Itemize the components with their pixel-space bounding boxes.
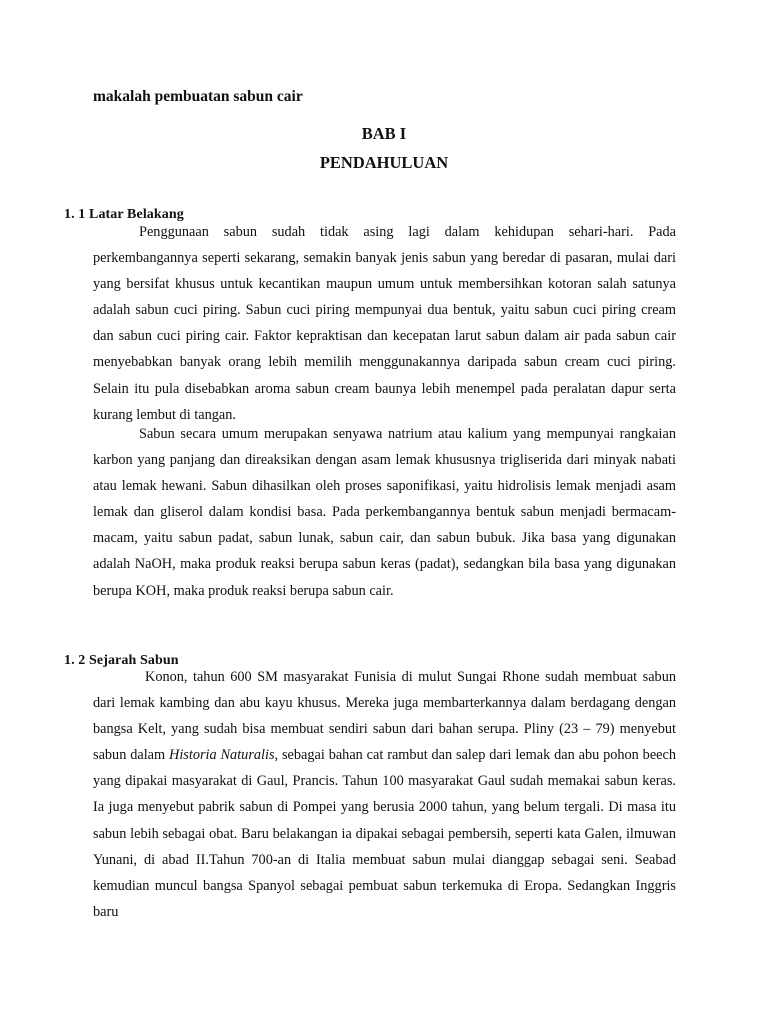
section-heading-latar-belakang: 1. 1 Latar Belakang bbox=[64, 207, 184, 222]
paragraph-text-after: , sebagai bahan cat rambut dan salep dari lemak dan abu pohon beech yang dipakai masyarakat di Gaul, Prancis. Tahun 100 masyarakat Gaul sudah memakai sabun keras. Ia juga menyebut pabrik sabun di Pompei yang berusia 2000 tahun, yang belum tergali. Di masa itu sabun lebih sebagai obat. Baru belakangan ia dipakai sebagai pembersih, seperti kata Galen, ilmuwan Yunani, di abad II.Tahun 700-an di Italia membuat sabun mulai dianggap sebagai seni. Seabad kemudian muncul bangsa Spanyol sebagai pembuat sabun terkemuka di Eropa. Sedangkan Inggris baru bbox=[93, 747, 677, 920]
book-title-historia-naturalis: Historia Naturalis bbox=[169, 747, 275, 764]
chapter-title: PENDAHULUAN bbox=[319, 153, 449, 172]
paragraph-penggunaan-sabun: Penggunaan sabun sudah tidak asing lagi dalam kehidupan sehari-hari. Pada perkembangannya seperti sekarang, semakin banyak jenis sabun yang beredar di pasaran, mulai dari yang bersifat khusus untuk kecantikan maupun umum untuk membersihkan kotoran salah satunya adalah sabun cuci piring. Sabun cuci piring mempunyai dua bentuk, yaitu sabun cuci piring cream dan sabun cuci piring cair. Faktor kepraktisan dan kecepatan larut sabun dalam air pada sabun cair menyebabkan banyak orang lebih memilih menggunakannya daripada sabun cream cuci piring. Selain itu pula disebabkan aroma sabun cream baunya lebih menempel pada peralatan dapur serta kurang lembut di tangan. bbox=[93, 224, 676, 423]
chapter-number: BAB I bbox=[361, 124, 407, 143]
paragraph-sabun-secara-umum: Sabun secara umum merupakan senyawa natrium atau kalium yang mempunyai rangkaian karbon yang panjang dan direaksikan dengan asam lemak khususnya trigliserida dari minyak nabati atau lemak hewani. Sabun dihasilkan oleh proses saponifikasi, yaitu hidrolisis lemak menjadi asam lemak dan gliserol dalam kondisi basa. Pada perkembangannya bentuk sabun menjadi bermacam-macam, yaitu sabun padat, sabun lunak, sabun cair, dan sabun bubuk. Jika basa yang digunakan adalah NaOH, maka produk reaksi berupa sabun keras (padat), sedangkan bila basa yang digunakan berupa KOH, maka produk reaksi berupa sabun cair. bbox=[93, 426, 676, 599]
paragraph-sejarah-sabun bbox=[93, 664, 676, 925]
paragraph-text-before: Konon, tahun 600 SM masyarakat Funisia di mulut Sungai Rhone sudah membuat sabun dari lemak kambing dan abu kayu khusus. Mereka juga membarterkannya dalam berdagang dengan bangsa Kelt, yang sudah bisa membuat sendiri sabun dari bahan serupa. Pliny (23 – 79) menyebut sabun dalam bbox=[93, 669, 676, 764]
document-title: makalah pembuatan sabun cair bbox=[93, 88, 303, 105]
section-heading-sejarah-sabun: 1. 2 Sejarah Sabun bbox=[64, 653, 179, 668]
